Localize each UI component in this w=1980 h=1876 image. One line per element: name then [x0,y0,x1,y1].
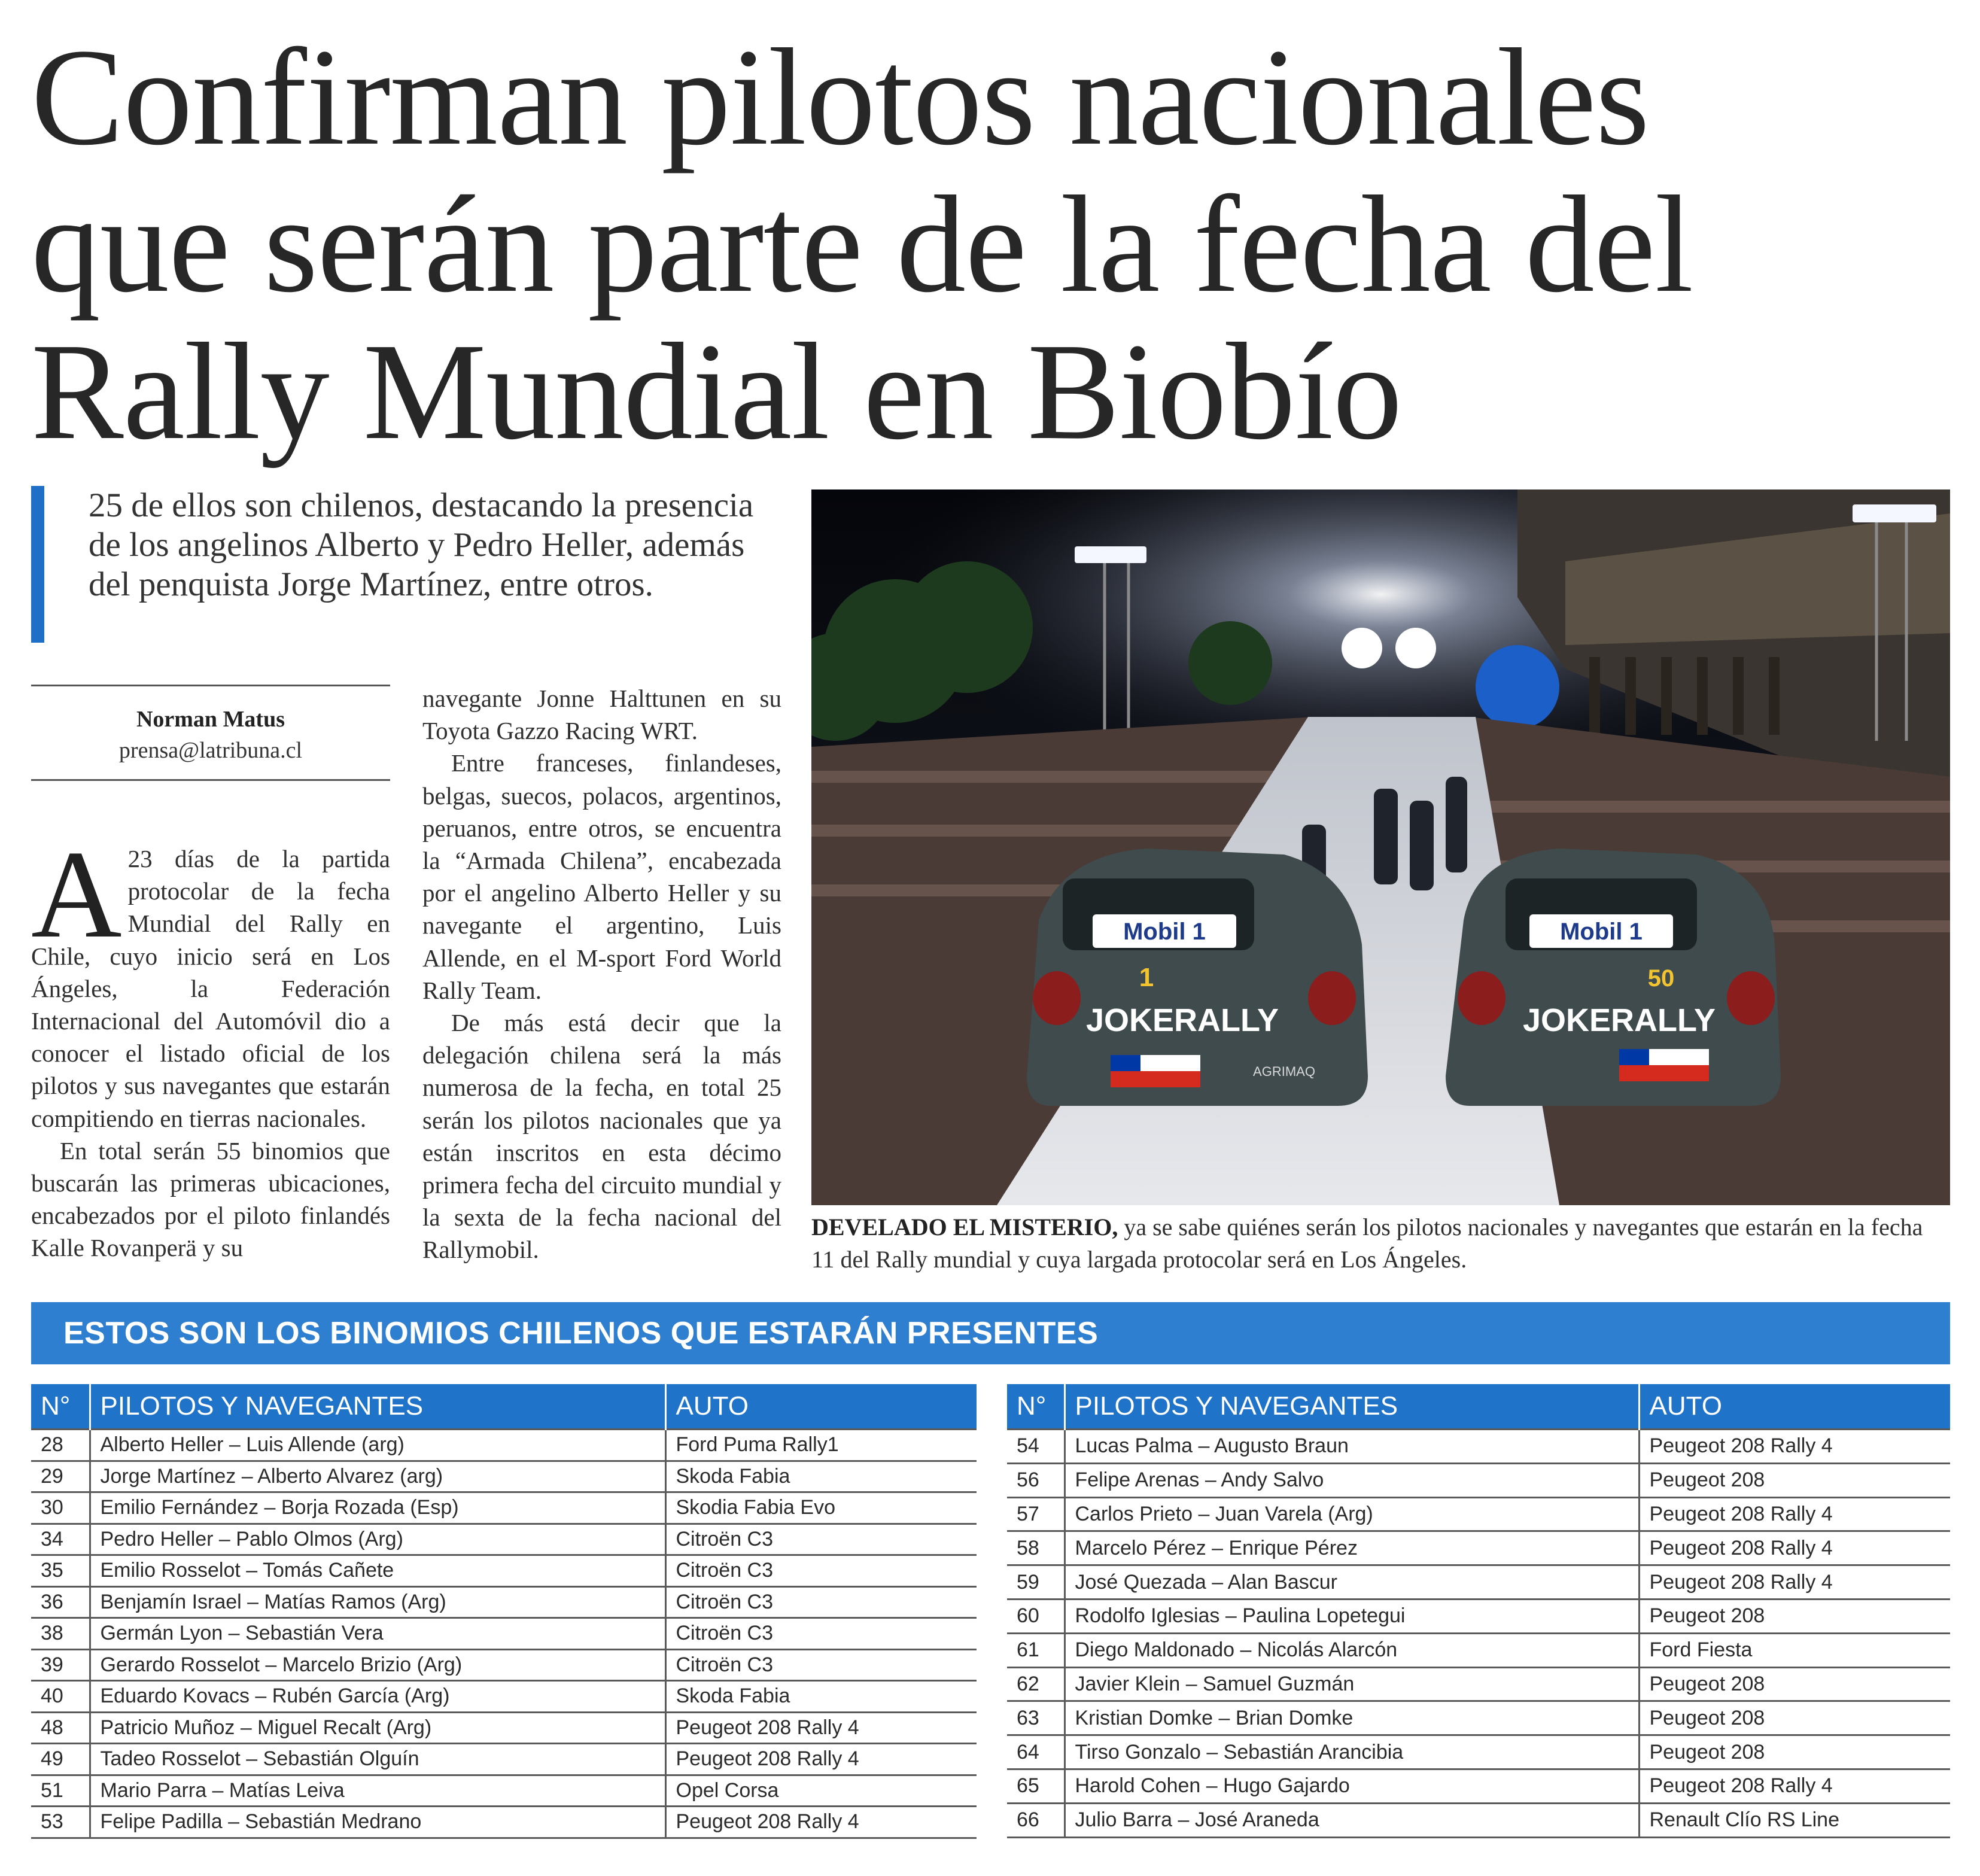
table-row [31,1807,977,1838]
table-row [31,1712,977,1744]
table-row [31,1586,977,1618]
cell-number: 60 [1007,1599,1064,1633]
left-rally-car [1027,849,1368,1106]
cell-crew: Lucas Palma – Augusto Braun [1064,1430,1639,1464]
cell-crew: Gerardo Rosselot – Marcelo Brizio (Arg) [90,1649,665,1681]
byline [31,704,390,766]
cell-crew: Kristian Domke – Brian Domke [1064,1701,1639,1735]
cell-car: Peugeot 208 Rally 4 [665,1744,977,1775]
cell-car: Skodia Fabia Evo [665,1492,977,1524]
cell-number: 29 [31,1461,90,1492]
cell-number: 59 [1007,1565,1064,1600]
cell-car: Citroën C3 [665,1586,977,1618]
deck-text: 25 de ellos son chilenos, destacando la presencia de los angelinos Alberto y Pedro Heller, además del penquista Jorge Martínez, entre otros. [89,487,754,603]
table-row [1007,1463,1950,1497]
table-row [1007,1701,1950,1735]
cell-crew: Felipe Padilla – Sebastián Medrano [90,1807,665,1838]
svg-text:AGRIMAQ: AGRIMAQ [1253,1064,1315,1079]
cell-crew: Carlos Prieto – Juan Varela (Arg) [1064,1497,1639,1531]
body-paragraph: Entre franceses, finlandeses, belgas, suecos, polacos, argentinos, peruanos, entre otros, se encuentra la “Armada Chilena”, encabezada por el angelino Alberto Heller y su navegante el argentino, Luis Allende, en el M-sport Ford World Rally Team. [422,749,781,1004]
svg-text:JOKERALLY: JOKERALLY [1085,1002,1279,1038]
body-paragraph: navegante Jonne Halttunen en su Toyota Gazzo Racing WRT. [422,685,781,745]
cell-crew: Pedro Heller – Pablo Olmos (Arg) [90,1524,665,1555]
svg-text:Mobil 1: Mobil 1 [1560,919,1643,945]
cell-car: Citroën C3 [665,1524,977,1555]
body-column-2 [422,682,781,1266]
cell-number: 65 [1007,1769,1064,1803]
byline-email: prensa@latribuna.cl [118,738,303,763]
cell-car: Citroën C3 [665,1618,977,1650]
cell-number: 40 [31,1681,90,1713]
roster-table-left [31,1384,977,1839]
table-row [31,1430,977,1461]
deck-summary [31,486,779,643]
cell-car: Ford Fiesta [1639,1633,1950,1667]
cell-car: Peugeot 208 [1639,1701,1950,1735]
cell-car: Renault Clío RS Line [1639,1803,1950,1837]
rally-photo [811,489,1950,1205]
header-number: N° [1007,1384,1064,1430]
cell-number: 39 [31,1649,90,1681]
table-row [1007,1531,1950,1565]
cell-car: Peugeot 208 Rally 4 [1639,1497,1950,1531]
cell-car: Peugeot 208 Rally 4 [1639,1430,1950,1464]
cell-number: 49 [31,1744,90,1775]
header-crew: PILOTOS Y NAVEGANTES [90,1384,665,1430]
table-row [31,1461,977,1492]
cell-crew: Patricio Muñoz – Miguel Recalt (Arg) [90,1712,665,1744]
cell-crew: Mario Parra – Matías Leiva [90,1775,665,1807]
drop-cap: A [31,825,122,964]
cell-car: Peugeot 208 Rally 4 [1639,1769,1950,1803]
cell-number: 54 [1007,1430,1064,1464]
table-row [31,1744,977,1775]
cell-crew: Julio Barra – José Araneda [1064,1803,1639,1837]
body-paragraph [31,825,390,1135]
cell-number: 53 [31,1807,90,1838]
cell-number: 62 [1007,1667,1064,1701]
svg-text:Mobil 1: Mobil 1 [1123,919,1206,945]
table-banner-title: ESTOS SON LOS BINOMIOS CHILENOS QUE ESTARÁN PRESENTES [63,1316,1099,1351]
cell-crew: Jorge Martínez – Alberto Alvarez (arg) [90,1461,665,1492]
table-header-row [31,1384,977,1430]
cell-car: Skoda Fabia [665,1461,977,1492]
cell-crew: Harold Cohen – Hugo Gajardo [1064,1769,1639,1803]
cell-car: Opel Corsa [665,1775,977,1807]
cell-number: 58 [1007,1531,1064,1565]
header-car: AUTO [665,1384,977,1430]
cell-number: 38 [31,1618,90,1650]
byline-author: Norman Matus [136,707,285,732]
roster-table-right [1007,1384,1950,1838]
cell-number: 66 [1007,1803,1064,1837]
body-paragraph: De más está decir que la delegación chilena será la más numerosa de la fecha, en total 25 serán los pilotos nacionales que ya están inscritos en esta décimo primera fecha del circuito mundial y la sexta de la fecha nacional del Rallymobil. [422,1009,781,1264]
cell-car: Ford Puma Rally1 [665,1430,977,1461]
table-row [31,1618,977,1650]
cell-car: Peugeot 208 Rally 4 [1639,1565,1950,1600]
table-row [31,1681,977,1713]
cell-crew: Emilio Rosselot – Tomás Cañete [90,1555,665,1587]
table-row [1007,1565,1950,1600]
right-rally-car [1446,849,1781,1106]
cell-car: Peugeot 208 [1639,1463,1950,1497]
cell-crew: Germán Lyon – Sebastián Vera [90,1618,665,1650]
table-row [1007,1633,1950,1667]
cell-number: 56 [1007,1463,1064,1497]
header-car: AUTO [1639,1384,1950,1430]
table-row [31,1492,977,1524]
cell-crew: Benjamín Israel – Matías Ramos (Arg) [90,1586,665,1618]
body-column-1 [31,825,390,1264]
cell-crew: Diego Maldonado – Nicolás Alarcón [1064,1633,1639,1667]
cell-number: 51 [31,1775,90,1807]
cell-number: 57 [1007,1497,1064,1531]
cell-car: Citroën C3 [665,1555,977,1587]
cell-car: Peugeot 208 Rally 4 [665,1807,977,1838]
table-row [1007,1803,1950,1837]
svg-text:50: 50 [1647,965,1675,992]
cell-number: 35 [31,1555,90,1587]
body-paragraph-text: 23 días de la partida protocolar de la fecha Mundial del Rally en Chile, cuyo inicio será en Los Ángeles, la Federación Internacional del Automóvil dio a conocer el listado oficial de los pilotos y sus navegantes que estarán compitiendo en tierras nacionales. [31,845,390,1132]
headline [31,20,1970,469]
photo-caption [811,1211,1950,1276]
table-row [1007,1735,1950,1769]
byline-rule-top [31,685,390,686]
headline-line-2: que serán parte de la fecha del [31,168,1693,321]
cell-number: 34 [31,1524,90,1555]
header-number: N° [31,1384,90,1430]
caption-text: ya se sabe quiénes serán los pilotos nacionales y navegantes que estarán en la fecha 11 del Rally mundial y cuya largada protocolar será en Los Ángeles. [811,1214,1923,1273]
cell-car: Peugeot 208 [1639,1735,1950,1769]
table-row [1007,1430,1950,1464]
svg-text:1: 1 [1139,963,1154,992]
cell-car: Peugeot 208 Rally 4 [1639,1531,1950,1565]
table-row [31,1649,977,1681]
cell-crew: Tadeo Rosselot – Sebastián Olguín [90,1744,665,1775]
cell-number: 64 [1007,1735,1064,1769]
table-row [1007,1497,1950,1531]
cell-car: Peugeot 208 [1639,1599,1950,1633]
cell-crew: Rodolfo Iglesias – Paulina Lopetegui [1064,1599,1639,1633]
cell-crew: Eduardo Kovacs – Rubén García (Arg) [90,1681,665,1713]
table-banner [31,1302,1950,1364]
cell-number: 63 [1007,1701,1064,1735]
caption-lead: DEVELADO EL MISTERIO, [811,1214,1118,1240]
cell-number: 36 [31,1586,90,1618]
table-row [31,1775,977,1807]
headline-line-1: Confirman pilotos nacionales [31,20,1649,174]
byline-rule-bottom [31,779,390,781]
cell-crew: Tirso Gonzalo – Sebastián Arancibia [1064,1735,1639,1769]
table-row [31,1524,977,1555]
cell-car: Peugeot 208 Rally 4 [665,1712,977,1744]
table-row [1007,1599,1950,1633]
cell-crew: Felipe Arenas – Andy Salvo [1064,1463,1639,1497]
cell-crew: Alberto Heller – Luis Allende (arg) [90,1430,665,1461]
cell-number: 48 [31,1712,90,1744]
cell-crew: José Quezada – Alan Bascur [1064,1565,1639,1600]
cell-car: Skoda Fabia [665,1681,977,1713]
cell-car: Citroën C3 [665,1649,977,1681]
cell-crew: Javier Klein – Samuel Guzmán [1064,1667,1639,1701]
table-row [31,1555,977,1587]
svg-text:JOKERALLY: JOKERALLY [1522,1002,1716,1038]
header-crew: PILOTOS Y NAVEGANTES [1064,1384,1639,1430]
table-row [1007,1667,1950,1701]
cell-crew: Emilio Fernández – Borja Rozada (Esp) [90,1492,665,1524]
headline-line-3: Rally Mundial en Biobío [31,315,1402,469]
table-row [1007,1769,1950,1803]
cell-number: 61 [1007,1633,1064,1667]
cell-number: 28 [31,1430,90,1461]
cell-crew: Marcelo Pérez – Enrique Pérez [1064,1531,1639,1565]
cell-car: Peugeot 208 [1639,1667,1950,1701]
cell-number: 30 [31,1492,90,1524]
body-paragraph: En total serán 55 binomios que buscarán las primeras ubicaciones, encabezados por el piloto finlandés Kalle Rovanperä y su [31,1136,390,1262]
table-header-row [1007,1384,1950,1430]
